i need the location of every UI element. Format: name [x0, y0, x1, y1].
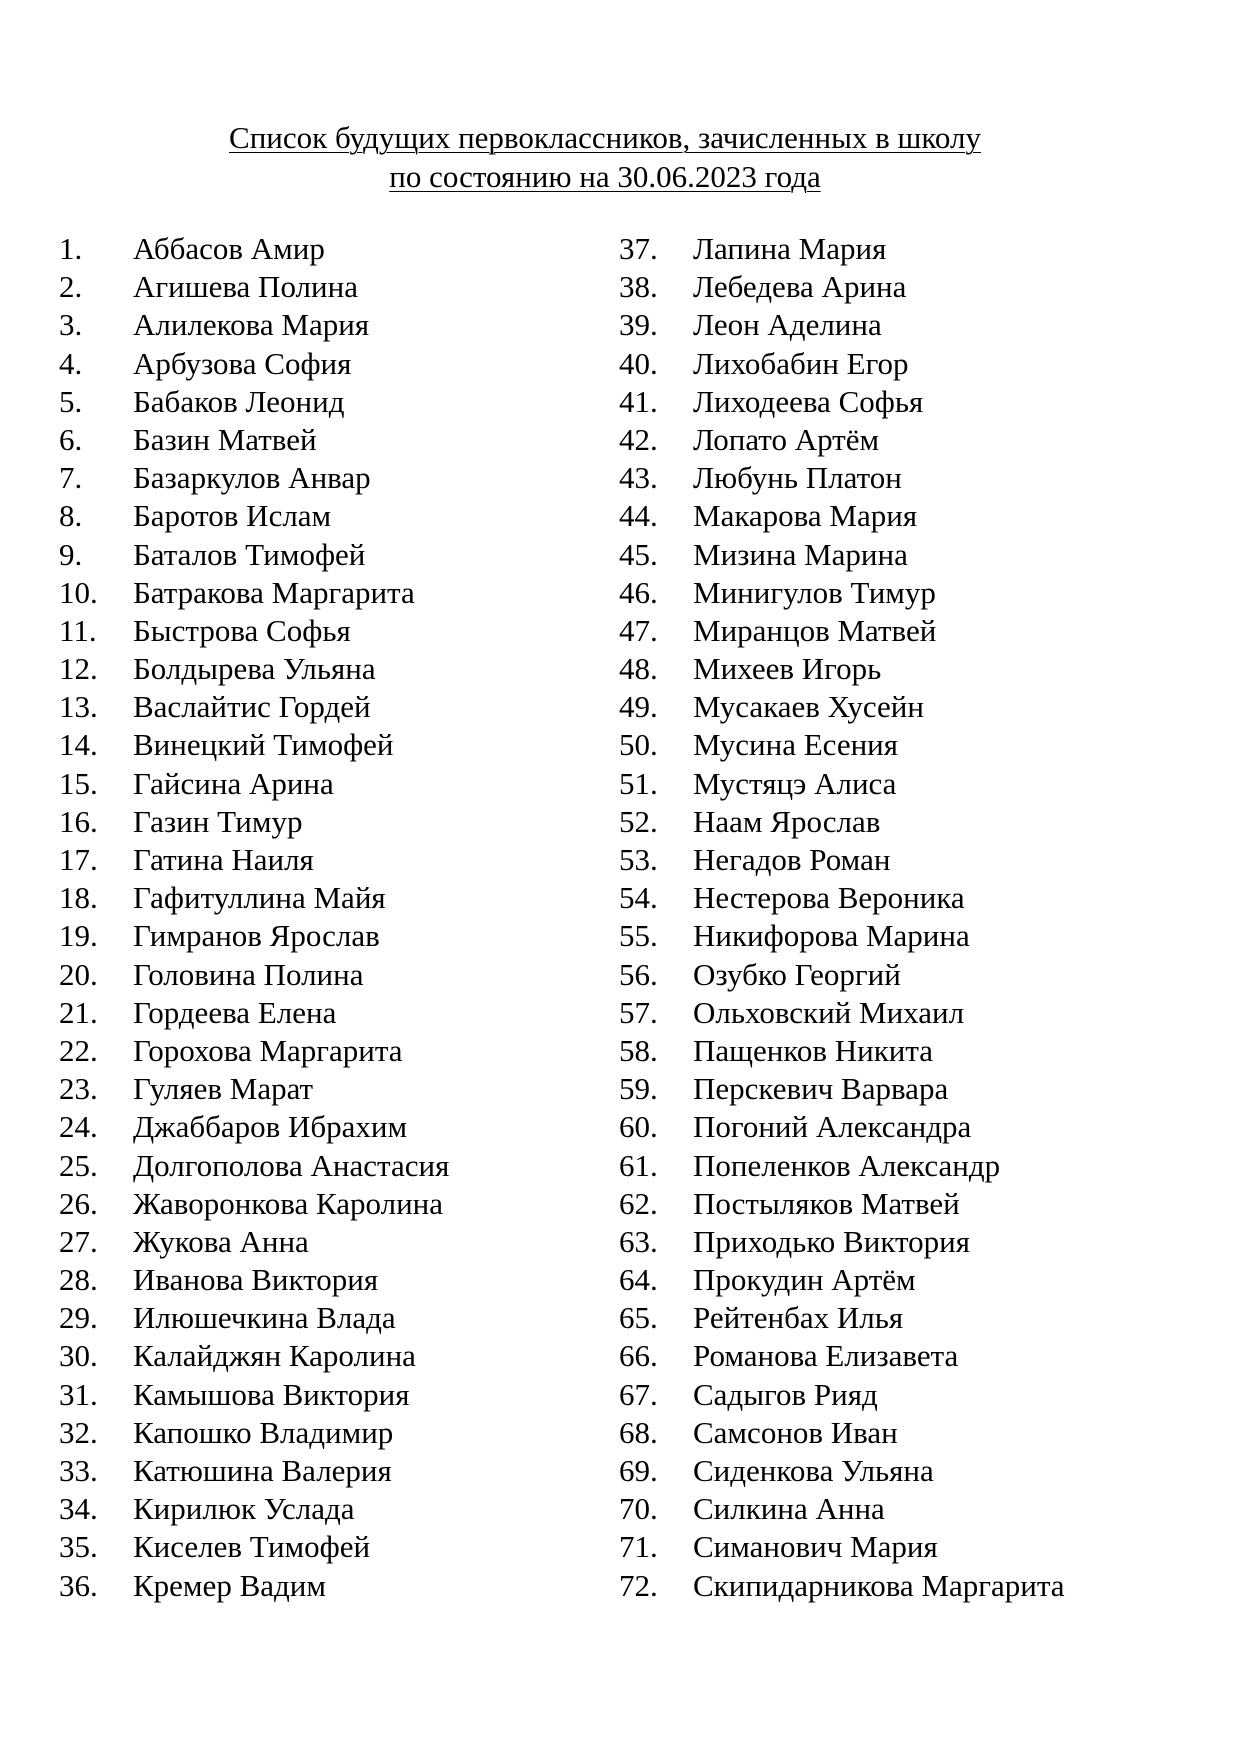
list-item-name: Гордеева Елена — [133, 994, 337, 1030]
list-item-name: Катюшина Валерия — [133, 1453, 392, 1488]
list-item — [619, 383, 1219, 421]
list-item-number: 5. — [59, 383, 83, 419]
list-item-name: Приходько Виктория — [693, 1223, 970, 1259]
list-item — [59, 1567, 599, 1605]
list-item-number: 19. — [59, 918, 98, 954]
list-item-number: 52. — [619, 803, 658, 839]
list-item-name: Калайджян Каролина — [133, 1338, 416, 1374]
list-item-name: Мизина Марина — [693, 536, 908, 572]
list-item-name: Долгополова Анастасия — [133, 1147, 450, 1183]
list-item — [619, 1490, 1219, 1528]
list-item — [619, 1337, 1219, 1375]
list-item-number: 1. — [59, 231, 83, 266]
list-item-number: 30. — [59, 1338, 98, 1374]
list-item-name: Киселев Тимофей — [133, 1529, 371, 1565]
list-item-name: Романова Елизавета — [693, 1338, 959, 1374]
list-item — [59, 1070, 599, 1108]
list-item — [619, 650, 1219, 688]
list-item-number: 35. — [59, 1529, 98, 1565]
list-item-number: 40. — [619, 345, 658, 381]
list-item — [59, 383, 599, 421]
list-item-number: 39. — [619, 307, 658, 343]
list-item-number: 70. — [619, 1491, 658, 1527]
list-item-name: Михеев Игорь — [693, 651, 882, 687]
list-item-number: 42. — [619, 421, 658, 457]
title-line-1: Список будущих первоклассников, зачисленных в школу — [229, 120, 981, 155]
list-item — [619, 994, 1219, 1032]
list-item — [619, 1299, 1219, 1337]
list-item-name: Алилекова Мария — [133, 307, 370, 343]
list-item-name: Погоний Александра — [693, 1109, 972, 1145]
list-item-name: Скипидарникова Маргарита — [693, 1567, 1065, 1603]
list-item-name: Мусакаев Хусейн — [693, 689, 924, 725]
list-item-number: 20. — [59, 956, 98, 992]
list-item-name: Садыгов Рияд — [693, 1376, 878, 1412]
student-list-left-column — [59, 230, 599, 1605]
list-item-name: Постыляков Матвей — [693, 1185, 960, 1221]
list-item — [59, 1452, 599, 1490]
list-item-number: 10. — [59, 574, 98, 610]
list-item-name: Кремер Вадим — [133, 1567, 326, 1603]
list-item-name: Негадов Роман — [693, 842, 891, 877]
list-item — [59, 726, 599, 764]
list-item — [619, 1261, 1219, 1299]
list-item — [59, 497, 599, 535]
list-item-number: 34. — [59, 1491, 98, 1527]
list-item-name: Самсонов Иван — [693, 1414, 898, 1450]
list-item — [59, 1147, 599, 1185]
list-item — [59, 841, 599, 879]
list-item-name: Лихобабин Егор — [693, 345, 909, 381]
list-item-number: 29. — [59, 1300, 98, 1336]
list-item-number: 60. — [619, 1109, 658, 1145]
list-item-number: 50. — [619, 727, 658, 763]
list-item-number: 9. — [59, 536, 83, 572]
list-item — [59, 879, 599, 917]
list-item — [59, 1376, 599, 1414]
list-item-name: Камышова Виктория — [133, 1376, 410, 1412]
list-item — [619, 1414, 1219, 1452]
list-item — [619, 1452, 1219, 1490]
list-item — [619, 688, 1219, 726]
list-item-name: Гафитуллина Майя — [133, 880, 386, 916]
list-item-number: 46. — [619, 574, 658, 610]
list-item-name: Нестерова Вероника — [693, 880, 965, 916]
list-item-name: Миранцов Матвей — [693, 612, 937, 648]
list-item-name: Озубко Георгий — [693, 956, 901, 992]
list-item-number: 49. — [619, 689, 658, 725]
list-item-number: 71. — [619, 1529, 658, 1565]
list-item-number: 59. — [619, 1071, 658, 1107]
list-item — [619, 803, 1219, 841]
list-item-number: 63. — [619, 1223, 658, 1259]
list-item-number: 54. — [619, 880, 658, 916]
list-item-name: Лебедева Арина — [693, 269, 907, 305]
list-item-name: Горохова Маргарита — [133, 1032, 403, 1068]
list-item — [619, 1108, 1219, 1146]
list-item-name: Гимранов Ярослав — [133, 918, 380, 954]
list-item — [619, 1070, 1219, 1108]
list-item-number: 6. — [59, 421, 83, 457]
list-item-name: Рейтенбах Илья — [693, 1300, 904, 1336]
list-item-name: Аббасов Амир — [133, 231, 325, 266]
list-item — [59, 956, 599, 994]
list-item-name: Никифорова Марина — [693, 918, 970, 954]
list-item-name: Васлайтис Гордей — [133, 689, 371, 725]
list-item — [59, 1032, 599, 1070]
list-item-name: Гайсина Арина — [133, 765, 334, 801]
list-item-number: 65. — [619, 1300, 658, 1336]
list-item — [59, 536, 599, 574]
list-item-number: 67. — [619, 1376, 658, 1412]
list-item — [619, 306, 1219, 344]
list-item-name: Агишева Полина — [133, 269, 358, 305]
list-item — [59, 1223, 599, 1261]
list-item — [59, 650, 599, 688]
list-item-name: Баротов Ислам — [133, 498, 332, 534]
list-item — [619, 1032, 1219, 1070]
list-item-name: Макарова Мария — [693, 498, 918, 534]
list-item — [59, 1108, 599, 1146]
list-item-number: 21. — [59, 994, 98, 1030]
list-item-name: Лапина Мария — [693, 231, 887, 266]
list-item — [59, 1528, 599, 1566]
list-item-number: 53. — [619, 842, 658, 877]
list-item-name: Перскевич Варвара — [693, 1071, 949, 1107]
list-item-number: 11. — [59, 612, 97, 648]
list-item — [59, 688, 599, 726]
list-item-number: 69. — [619, 1453, 658, 1488]
list-item-name: Симанович Мария — [693, 1529, 938, 1565]
list-item-name: Прокудин Артём — [693, 1262, 916, 1298]
list-item-number: 62. — [619, 1185, 658, 1221]
list-item — [59, 612, 599, 650]
list-item-name: Баталов Тимофей — [133, 536, 366, 572]
list-item — [619, 726, 1219, 764]
list-item-number: 64. — [619, 1262, 658, 1298]
list-item — [59, 268, 599, 306]
list-item-number: 12. — [59, 651, 98, 687]
list-item-number: 2. — [59, 269, 83, 305]
list-item-number: 72. — [619, 1567, 658, 1603]
student-list-right-column — [619, 230, 1219, 1605]
list-item — [619, 879, 1219, 917]
list-item-name: Гатина Наиля — [133, 842, 314, 877]
list-item-number: 24. — [59, 1109, 98, 1145]
list-item — [59, 421, 599, 459]
list-item-name: Головина Полина — [133, 956, 364, 992]
list-item — [619, 956, 1219, 994]
list-item-name: Минигулов Тимур — [693, 574, 936, 610]
list-item-name: Бабаков Леонид — [133, 383, 345, 419]
list-item — [59, 574, 599, 612]
list-item — [619, 230, 1219, 268]
list-item — [59, 1185, 599, 1223]
list-item-name: Жаворонкова Каролина — [133, 1185, 444, 1221]
list-item-name: Илюшечкина Влада — [133, 1300, 396, 1336]
list-item-name: Мусина Есения — [693, 727, 899, 763]
list-item — [59, 306, 599, 344]
list-item-name: Газин Тимур — [133, 803, 303, 839]
list-item-number: 44. — [619, 498, 658, 534]
list-item-number: 8. — [59, 498, 83, 534]
list-item-number: 15. — [59, 765, 98, 801]
list-item-number: 48. — [619, 651, 658, 687]
list-item-number: 22. — [59, 1032, 98, 1068]
list-item-name: Быстрова Софья — [133, 612, 351, 648]
list-item — [619, 917, 1219, 955]
list-item-name: Силкина Анна — [693, 1491, 885, 1527]
list-item — [619, 1185, 1219, 1223]
list-item-name: Батракова Маргарита — [133, 574, 415, 610]
list-item — [619, 497, 1219, 535]
list-item-name: Лиходеева Софья — [693, 383, 924, 419]
list-item-number: 4. — [59, 345, 83, 381]
list-item — [619, 421, 1219, 459]
list-item — [619, 1376, 1219, 1414]
list-item — [619, 268, 1219, 306]
list-item-name: Винецкий Тимофей — [133, 727, 394, 763]
list-item-number: 33. — [59, 1453, 98, 1488]
list-item — [59, 1337, 599, 1375]
list-item — [619, 1567, 1219, 1605]
list-item — [59, 459, 599, 497]
list-item-name: Джаббаров Ибрахим — [133, 1109, 408, 1145]
list-item — [59, 765, 599, 803]
list-item — [59, 230, 599, 268]
list-item — [59, 1490, 599, 1528]
list-item-name: Арбузова София — [133, 345, 352, 381]
list-item-name: Мустяцэ Алиса — [693, 765, 897, 801]
list-item — [59, 345, 599, 383]
list-item-number: 3. — [59, 307, 83, 343]
list-item — [59, 1299, 599, 1337]
list-item — [619, 612, 1219, 650]
list-item — [619, 1147, 1219, 1185]
list-item — [619, 1223, 1219, 1261]
list-item-number: 7. — [59, 460, 83, 496]
list-item-number: 36. — [59, 1567, 98, 1603]
list-item-number: 58. — [619, 1032, 658, 1068]
list-item — [619, 345, 1219, 383]
title-line-2: по состоянию на 30.06.2023 года — [389, 159, 821, 194]
list-item — [59, 1261, 599, 1299]
list-item-number: 66. — [619, 1338, 658, 1374]
list-item-number: 17. — [59, 842, 98, 877]
list-item-number: 23. — [59, 1071, 98, 1107]
list-item-name: Леон Аделина — [693, 307, 882, 343]
list-item-name: Сиденкова Ульяна — [693, 1453, 934, 1488]
list-item-number: 27. — [59, 1223, 98, 1259]
list-item-name: Болдырева Ульяна — [133, 651, 376, 687]
list-item — [619, 459, 1219, 497]
list-item-number: 25. — [59, 1147, 98, 1183]
list-item — [619, 841, 1219, 879]
list-item-number: 14. — [59, 727, 98, 763]
list-item-name: Ольховский Михаил — [693, 994, 965, 1030]
list-item-number: 16. — [59, 803, 98, 839]
list-item-name: Капошко Владимир — [133, 1414, 394, 1450]
list-item-number: 43. — [619, 460, 658, 496]
list-item-number: 55. — [619, 918, 658, 954]
list-item-number: 45. — [619, 536, 658, 572]
list-item-number: 57. — [619, 994, 658, 1030]
list-item-name: Базаркулов Анвар — [133, 460, 371, 496]
list-item-number: 31. — [59, 1376, 98, 1412]
list-item-name: Пащенков Никита — [693, 1032, 934, 1068]
list-item-number: 38. — [619, 269, 658, 305]
list-item — [619, 574, 1219, 612]
list-item-name: Кирилюк Услада — [133, 1491, 355, 1527]
list-item-number: 18. — [59, 880, 98, 916]
list-item-number: 56. — [619, 956, 658, 992]
list-item — [59, 994, 599, 1032]
list-item-number: 51. — [619, 765, 658, 801]
list-item-number: 28. — [59, 1262, 98, 1298]
list-item — [59, 917, 599, 955]
list-item — [619, 765, 1219, 803]
list-item — [619, 1528, 1219, 1566]
list-item-number: 32. — [59, 1414, 98, 1450]
list-item-number: 37. — [619, 231, 658, 266]
list-item-name: Базин Матвей — [133, 421, 317, 457]
list-item-number: 26. — [59, 1185, 98, 1221]
list-item-name: Любунь Платон — [693, 460, 902, 496]
list-item-name: Жукова Анна — [133, 1223, 309, 1259]
list-item-name: Лопато Артём — [693, 421, 880, 457]
list-item — [59, 803, 599, 841]
list-item — [619, 536, 1219, 574]
list-item-number: 68. — [619, 1414, 658, 1450]
list-item-name: Наам Ярослав — [693, 803, 881, 839]
list-item-number: 13. — [59, 689, 98, 725]
list-item — [59, 1414, 599, 1452]
list-item-name: Попеленков Александр — [693, 1147, 1001, 1183]
list-item-number: 47. — [619, 612, 658, 648]
document-title — [0, 118, 1210, 196]
list-item-name: Иванова Виктория — [133, 1262, 379, 1298]
list-item-name: Гуляев Марат — [133, 1071, 314, 1107]
list-item-number: 41. — [619, 383, 658, 419]
list-item-number: 61. — [619, 1147, 658, 1183]
